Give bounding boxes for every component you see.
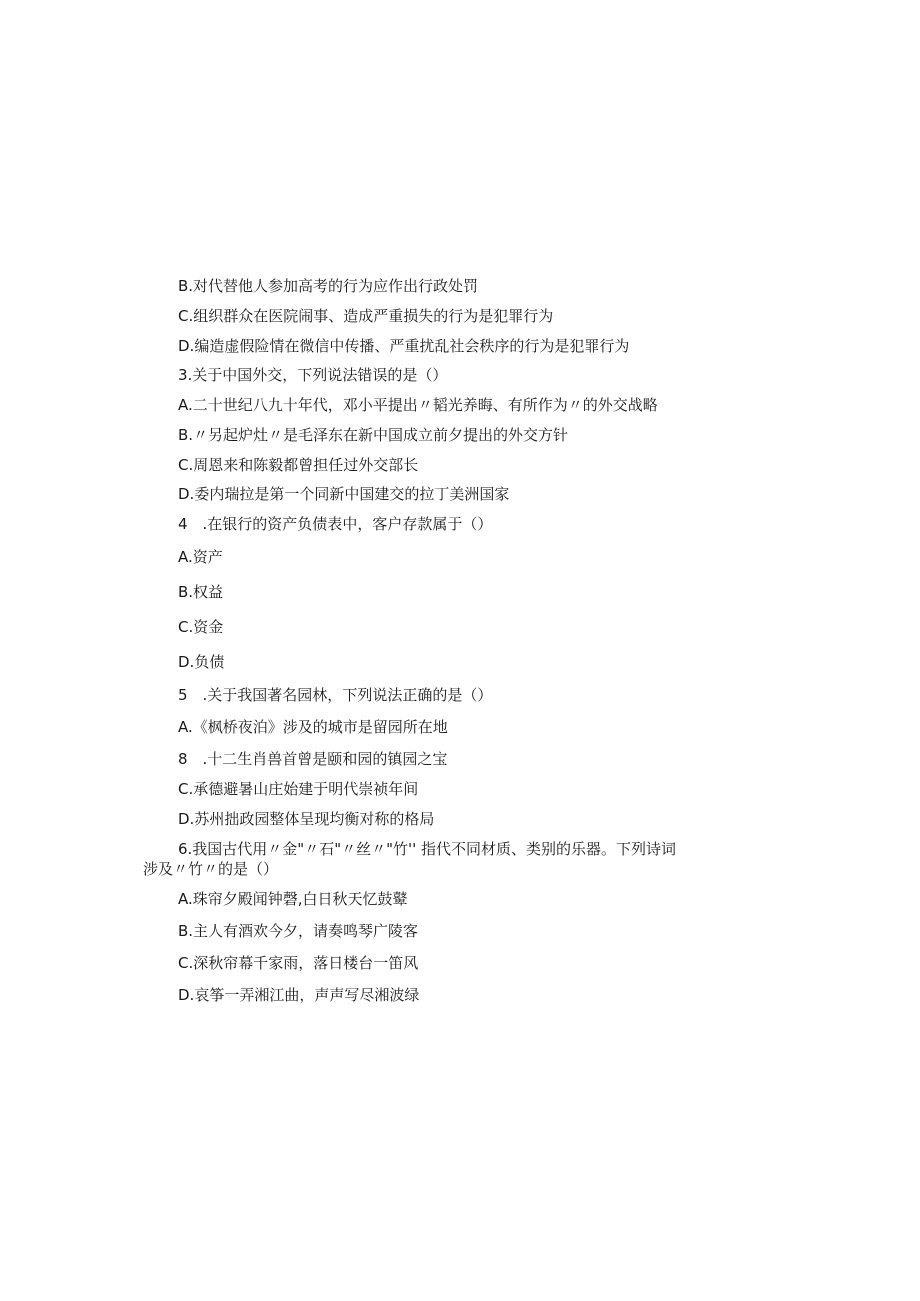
question-4-option-b: B.权益 — [178, 583, 224, 601]
question-6-option-a: A.珠帘夕殿闻钟磬,白日秋天忆鼓鼙 — [178, 890, 408, 908]
question-6-stem: 6.我国古代用〃金"〃石"〃丝〃"竹'' 指代不同材质、类别的乐器。下列诗词 — [178, 840, 677, 858]
question-3-option-c: C.周恩来和陈毅都曾担任过外交部长 — [178, 456, 419, 474]
question-4-option-c: C.资金 — [178, 618, 224, 636]
question-6-option-d: D.哀筝一弄湘江曲，声声写尽湘波绿 — [178, 986, 420, 1004]
question-4-option-a: A.资产 — [178, 548, 223, 566]
question-5-stem: 5 .关于我国著名园林，下列说法正确的是（） — [178, 686, 493, 704]
question-2-option-b: B.对代替他人参加高考的行为应作出行政处罚 — [178, 277, 479, 295]
question-2-option-c: C.组织群众在医院闹事、造成严重损失的行为是犯罪行为 — [178, 307, 554, 325]
question-5-option-b: 8 .十二生肖兽首曾是颐和园的镇园之宝 — [178, 750, 448, 768]
question-4-stem: 4 .在银行的资产负债表中，客户存款属于（） — [178, 515, 493, 533]
question-6-stem-continued: 涉及〃竹〃的是（） — [143, 860, 279, 878]
question-5-option-c: C.承德避暑山庄始建于明代崇祯年间 — [178, 780, 419, 798]
question-6-option-b: B.主人有酒欢今夕，请奏鸣琴广陵客 — [178, 922, 419, 940]
question-6-option-c: C.深秋帘幕千家雨，落日楼台一笛风 — [178, 954, 419, 972]
question-5-option-a: A.《枫桥夜泊》涉及的城市是留园所在地 — [178, 718, 448, 736]
question-3-option-b: B.〃另起炉灶〃是毛泽东在新中国成立前夕提出的外交方针 — [178, 426, 569, 444]
question-5-option-d: D.苏州拙政园整体呈现均衡对称的格局 — [178, 810, 435, 828]
question-4-option-d: D.负债 — [178, 653, 225, 671]
question-2-option-d: D.编造虚假险情在微信中传播、严重扰乱社会秩序的行为是犯罪行为 — [178, 337, 630, 355]
question-3-stem: 3.关于中国外交，下列说法错误的是（） — [178, 366, 448, 384]
question-3-option-d: D.委内瑞拉是第一个同新中国建交的拉丁美洲国家 — [178, 485, 510, 503]
question-3-option-a: A.二十世纪八九十年代，邓小平提出〃韬光养晦、有所作为〃的外交战略 — [178, 396, 658, 414]
